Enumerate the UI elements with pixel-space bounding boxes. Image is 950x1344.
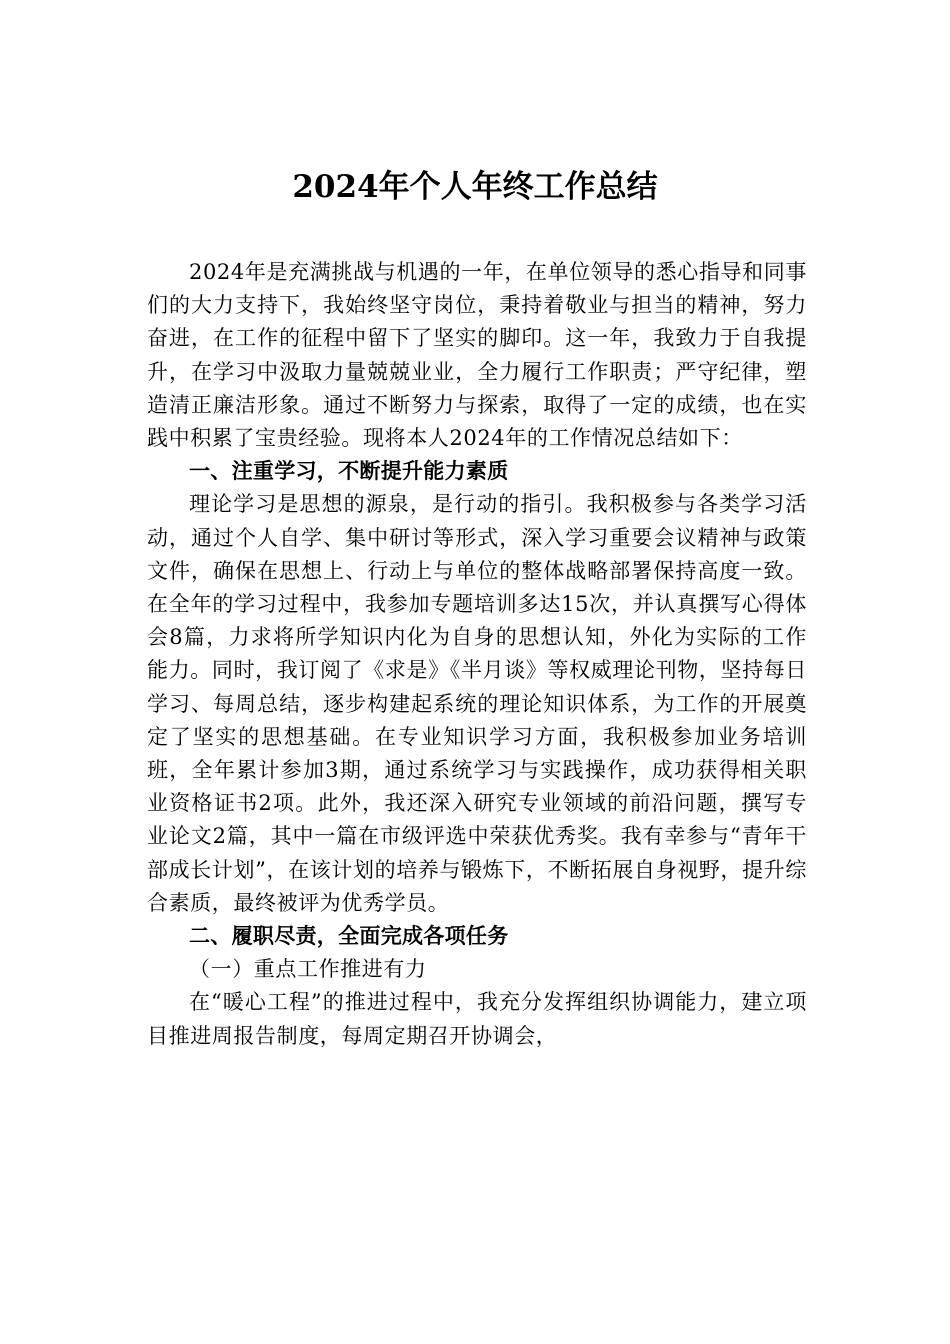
document-body bbox=[147, 256, 807, 1053]
section-heading-1: 一、注重学习，不断提升能力素质 bbox=[189, 459, 509, 484]
section-heading-2: 二、履职尽责，全面完成各项任务 bbox=[189, 924, 509, 949]
subsection-heading-2-1: （一）重点工作推进有力 bbox=[189, 957, 427, 982]
subsection-2-1-paragraph: 在“暖心工程”的推进过程中，我充分发挥组织协调能力，建立项目推进周报告制度，每周定期召开协调会， bbox=[147, 990, 807, 1048]
intro-paragraph: 2024年是充满挑战与机遇的一年，在单位领导的悉心指导和同事们的大力支持下，我始终坚守岗位，秉持着敬业与担当的精神，努力奋进，在工作的征程中留下了坚实的脚印。这一年，我致力于自我提升，在学习中汲取力量兢兢业业，全力履行工作职责；严守纪律，塑造清正廉洁形象。通过不断努力与探索，取得了一定的成绩，也在实践中积累了宝贵经验。现将本人2024年的工作情况总结如下： bbox=[147, 260, 807, 451]
document-title: 2024年个人年终工作总结 bbox=[292, 169, 658, 205]
section-1-paragraph: 理论学习是思想的源泉，是行动的指引。我积极参与各类学习活动，通过个人自学、集中研讨等形式，深入学习重要会议精神与政策文件，确保在思想上、行动上与单位的整体战略部署保持高度一致。在全年的学习过程中，我参加专题培训多达15次，并认真撰写心得体会8篇，力求将所学知识内化为自身的思想认知，外化为实际的工作能力。同时，我订阅了《求是》《半月谈》等权威理论刊物，坚持每日学习、每周总结，逐步构建起系统的理论知识体系，为工作的开展奠定了坚实的思想基础。在专业知识学习方面，我积极参加业务培训班，全年累计参加3期，通过系统学习与实践操作，成功获得相关职业资格证书2项。此外，我还深入研究专业领域的前沿问题，撰写专业论文2篇，其中一篇在市级评选中荣获优秀奖。我有幸参与“青年干部成长计划”，在该计划的培养与锻炼下，不断拓展自身视野，提升综合素质，最终被评为优秀学员。 bbox=[147, 492, 807, 915]
